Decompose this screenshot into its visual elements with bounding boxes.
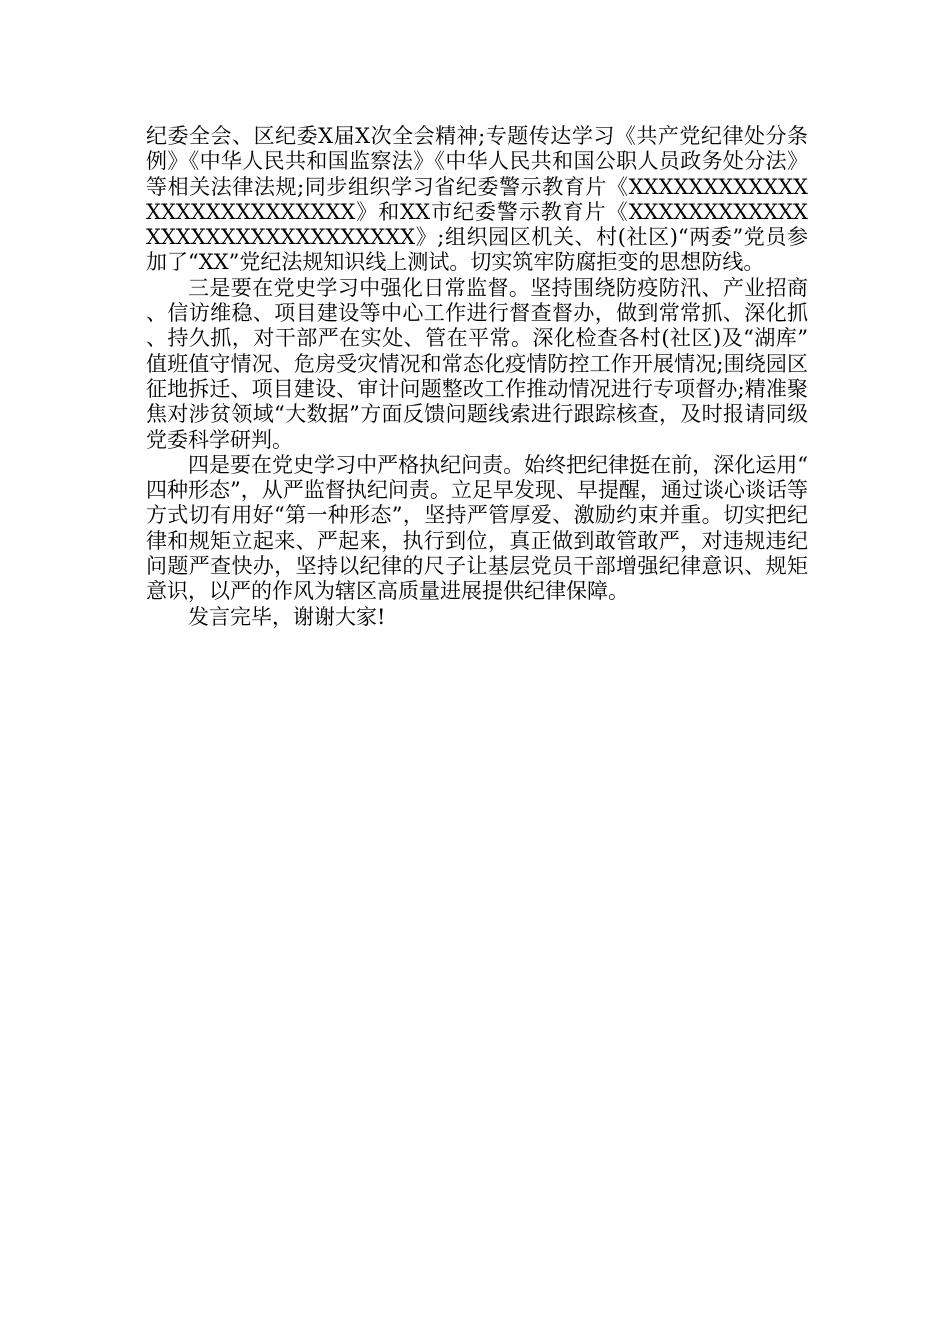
paragraph-discipline-accountability: 四是要在党史学习中严格执纪问责。始终把纪律挺在前，深化运用“四种形态”，从严监督执纪问责。立足早发现、早提醒，通过谈心谈话等方式切有用好“第一种形态”，坚持严管厚爱、激励约束并重。切实把纪律和规矩立起来、严起来，执行到位，真正做到敢管敢严，对违规违纪问题严查快办，坚持以纪律的尺子让基层党员干部增强纪律意识、规矩意识，以严的作风为辖区高质量进展提供纪律保障。 <box>146 452 808 604</box>
paragraph-closing: 发言完毕，谢谢大家! <box>188 604 386 629</box>
paragraph-continued: 纪委全会、区纪委X届X次全会精神;专题传达学习《共产党纪律处分条例》《中华人民共和国监察法》《中华人民共和国公职人员政务处分法》等相关法律法规;同步组织学习省纪委警示教育片《XXXXXXXXXXXXXXXXXXXXXXXXXX》和XX市纪委警示教育片《XXXXXXXXXXXXXXXXXXXXXXXXXXXXXX》;组织园区机关、村(社区)“两委”党员参加了“XX”党纪法规知识线上测试。切实筑牢防腐拒变的思想防线。 <box>146 124 808 275</box>
document-body <box>146 124 808 630</box>
paragraph-daily-supervision: 三是要在党史学习中强化日常监督。坚持围绕防疫防汛、产业招商、信访维稳、项目建设等中心工作进行督查督办，做到常常抓、深化抓、持久抓，对干部严在实处、管在平常。深化检查各村(社区)及“湖库”值班值守情况、危房受灾情况和常态化疫情防控工作开展情况;围绕园区征地拆迁、项目建设、审计问题整改工作推动情况进行专项督办;精准聚焦对涉贫领域“大数据”方面反馈问题线索进行跟踪核查，及时报请同级党委科学研判。 <box>146 275 808 452</box>
